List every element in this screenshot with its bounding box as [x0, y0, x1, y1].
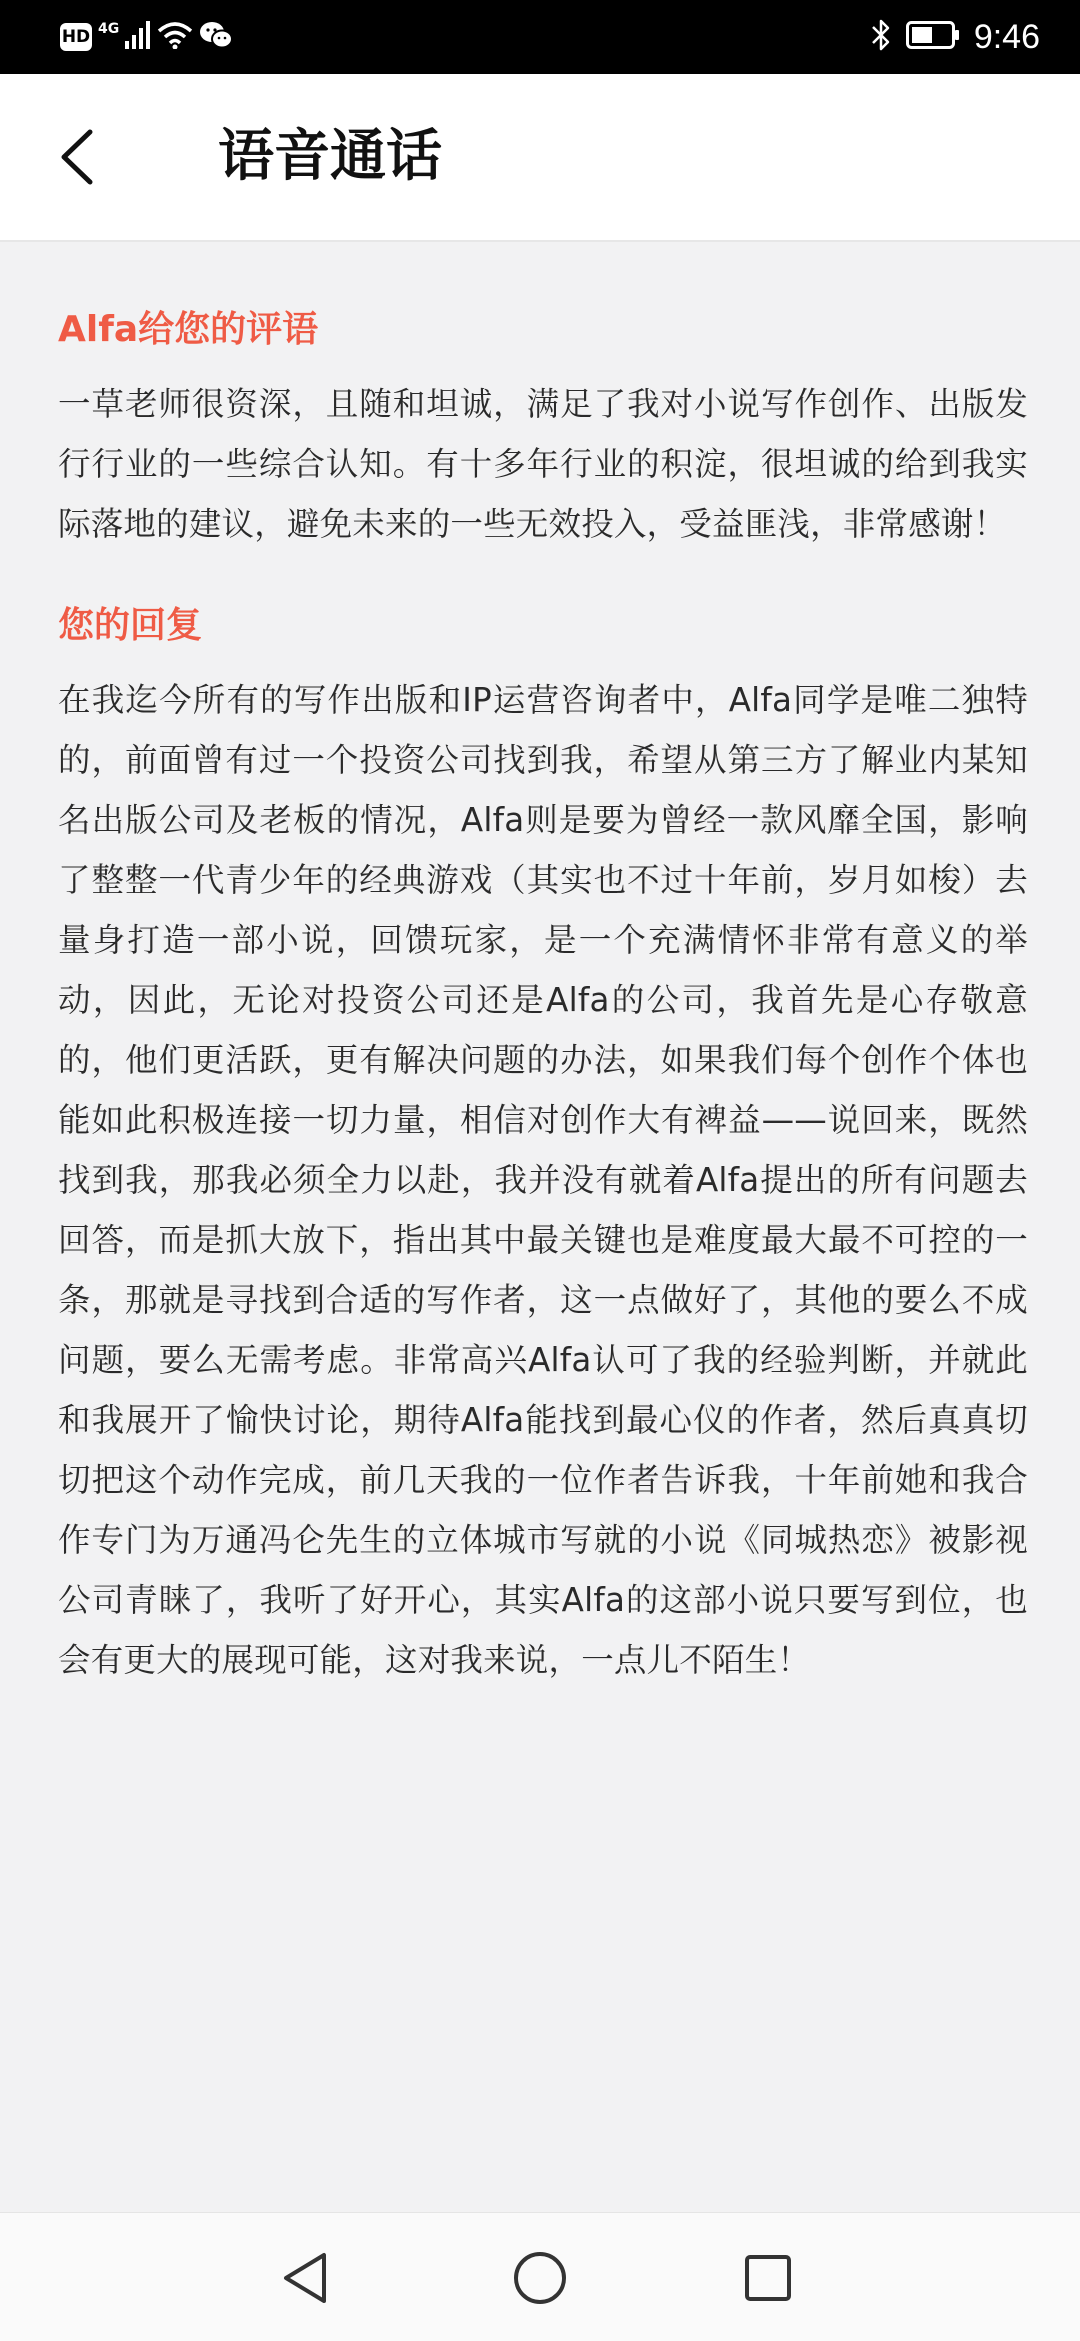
page-title: 语音通话: [218, 124, 442, 189]
review-body-text: 一草老师很资深，且随和坦诚，满足了我对小说写作创作、出版发行行业的一些综合认知。有十多年行业的积淀，很坦诚的给到我实际落地的建议，避免未来的一些无效投入，受益匪浅，非常感谢！: [58, 385, 1028, 543]
status-bar: [0, 0, 1080, 74]
status-time: 9:46: [973, 17, 1040, 56]
network-type-label: 4G: [98, 21, 120, 37]
battery-icon: [906, 21, 960, 53]
back-button[interactable]: [54, 122, 114, 192]
nav-recents-icon: [733, 2243, 803, 2313]
wifi-icon: [157, 21, 193, 53]
signal-icon: [125, 21, 151, 53]
reply-section-title: 您的回复: [58, 605, 203, 646]
chevron-left-icon: [54, 122, 114, 192]
reply-body-text: 在我迄今所有的写作出版和IP运营咨询者中，Alfa同学是唯二独特的，前面曾有过一个投资公司找到我，希望从第三方了解业内某知名出版公司及老板的情况，Alfa则是要为曾经一款风靡全国，影响了整整一代青少年的经典游戏（其实也不过十年前，岁月如梭）去量身打造一部小说，回馈玩家，是一个充满情怀非常有意义的举动，因此，无论对投资公司还是Alfa的公司，我首先是心存敬意的，他们更活跃，更有解决问题的办法，如果我们每个创作个体也能如此积极连接一切力量，相信对创作大有裨益——说回来，既然找到我，那我必须全力以赴，我并没有就着Alfa提出的所有问题去回答，而是抓大放下，指出其中最关键也是难度最大最不可控的一条，那就是寻找到合适的写作者，这一点做好了，其他的要么不成问题，要么无需考虑。非常高兴Alfa认可了我的经验判断，并就此和我展开了愉快讨论，期待Alfa能找到最心仪的作者，然后真真切切把这个动作完成，前几天我的一位作者告诉我，十年前她和我合作专门为万通冯仑先生的立体城市写就的小说《同城热恋》被影视公司青睐了，我听了好开心，其实Alfa的这部小说只要写到位，也会有更大的展现可能，这对我来说，一点儿不陌生！: [58, 681, 1028, 1679]
system-nav-bar: [0, 2212, 1080, 2341]
hd-icon: HD: [60, 23, 92, 51]
nav-recents-button[interactable]: [733, 2243, 803, 2313]
status-bar-right: [864, 14, 1040, 60]
status-bar-left: [60, 18, 233, 56]
nav-home-button[interactable]: [505, 2243, 575, 2313]
review-section-title: Alfa给您的评语: [58, 309, 319, 350]
app-header: [0, 74, 1080, 242]
wechat-icon: [199, 20, 233, 54]
nav-back-icon: [272, 2243, 342, 2313]
nav-home-icon: [505, 2243, 575, 2313]
bluetooth-icon: [870, 18, 892, 56]
nav-back-button[interactable]: [272, 2243, 342, 2313]
comment-content: [58, 300, 1028, 1690]
